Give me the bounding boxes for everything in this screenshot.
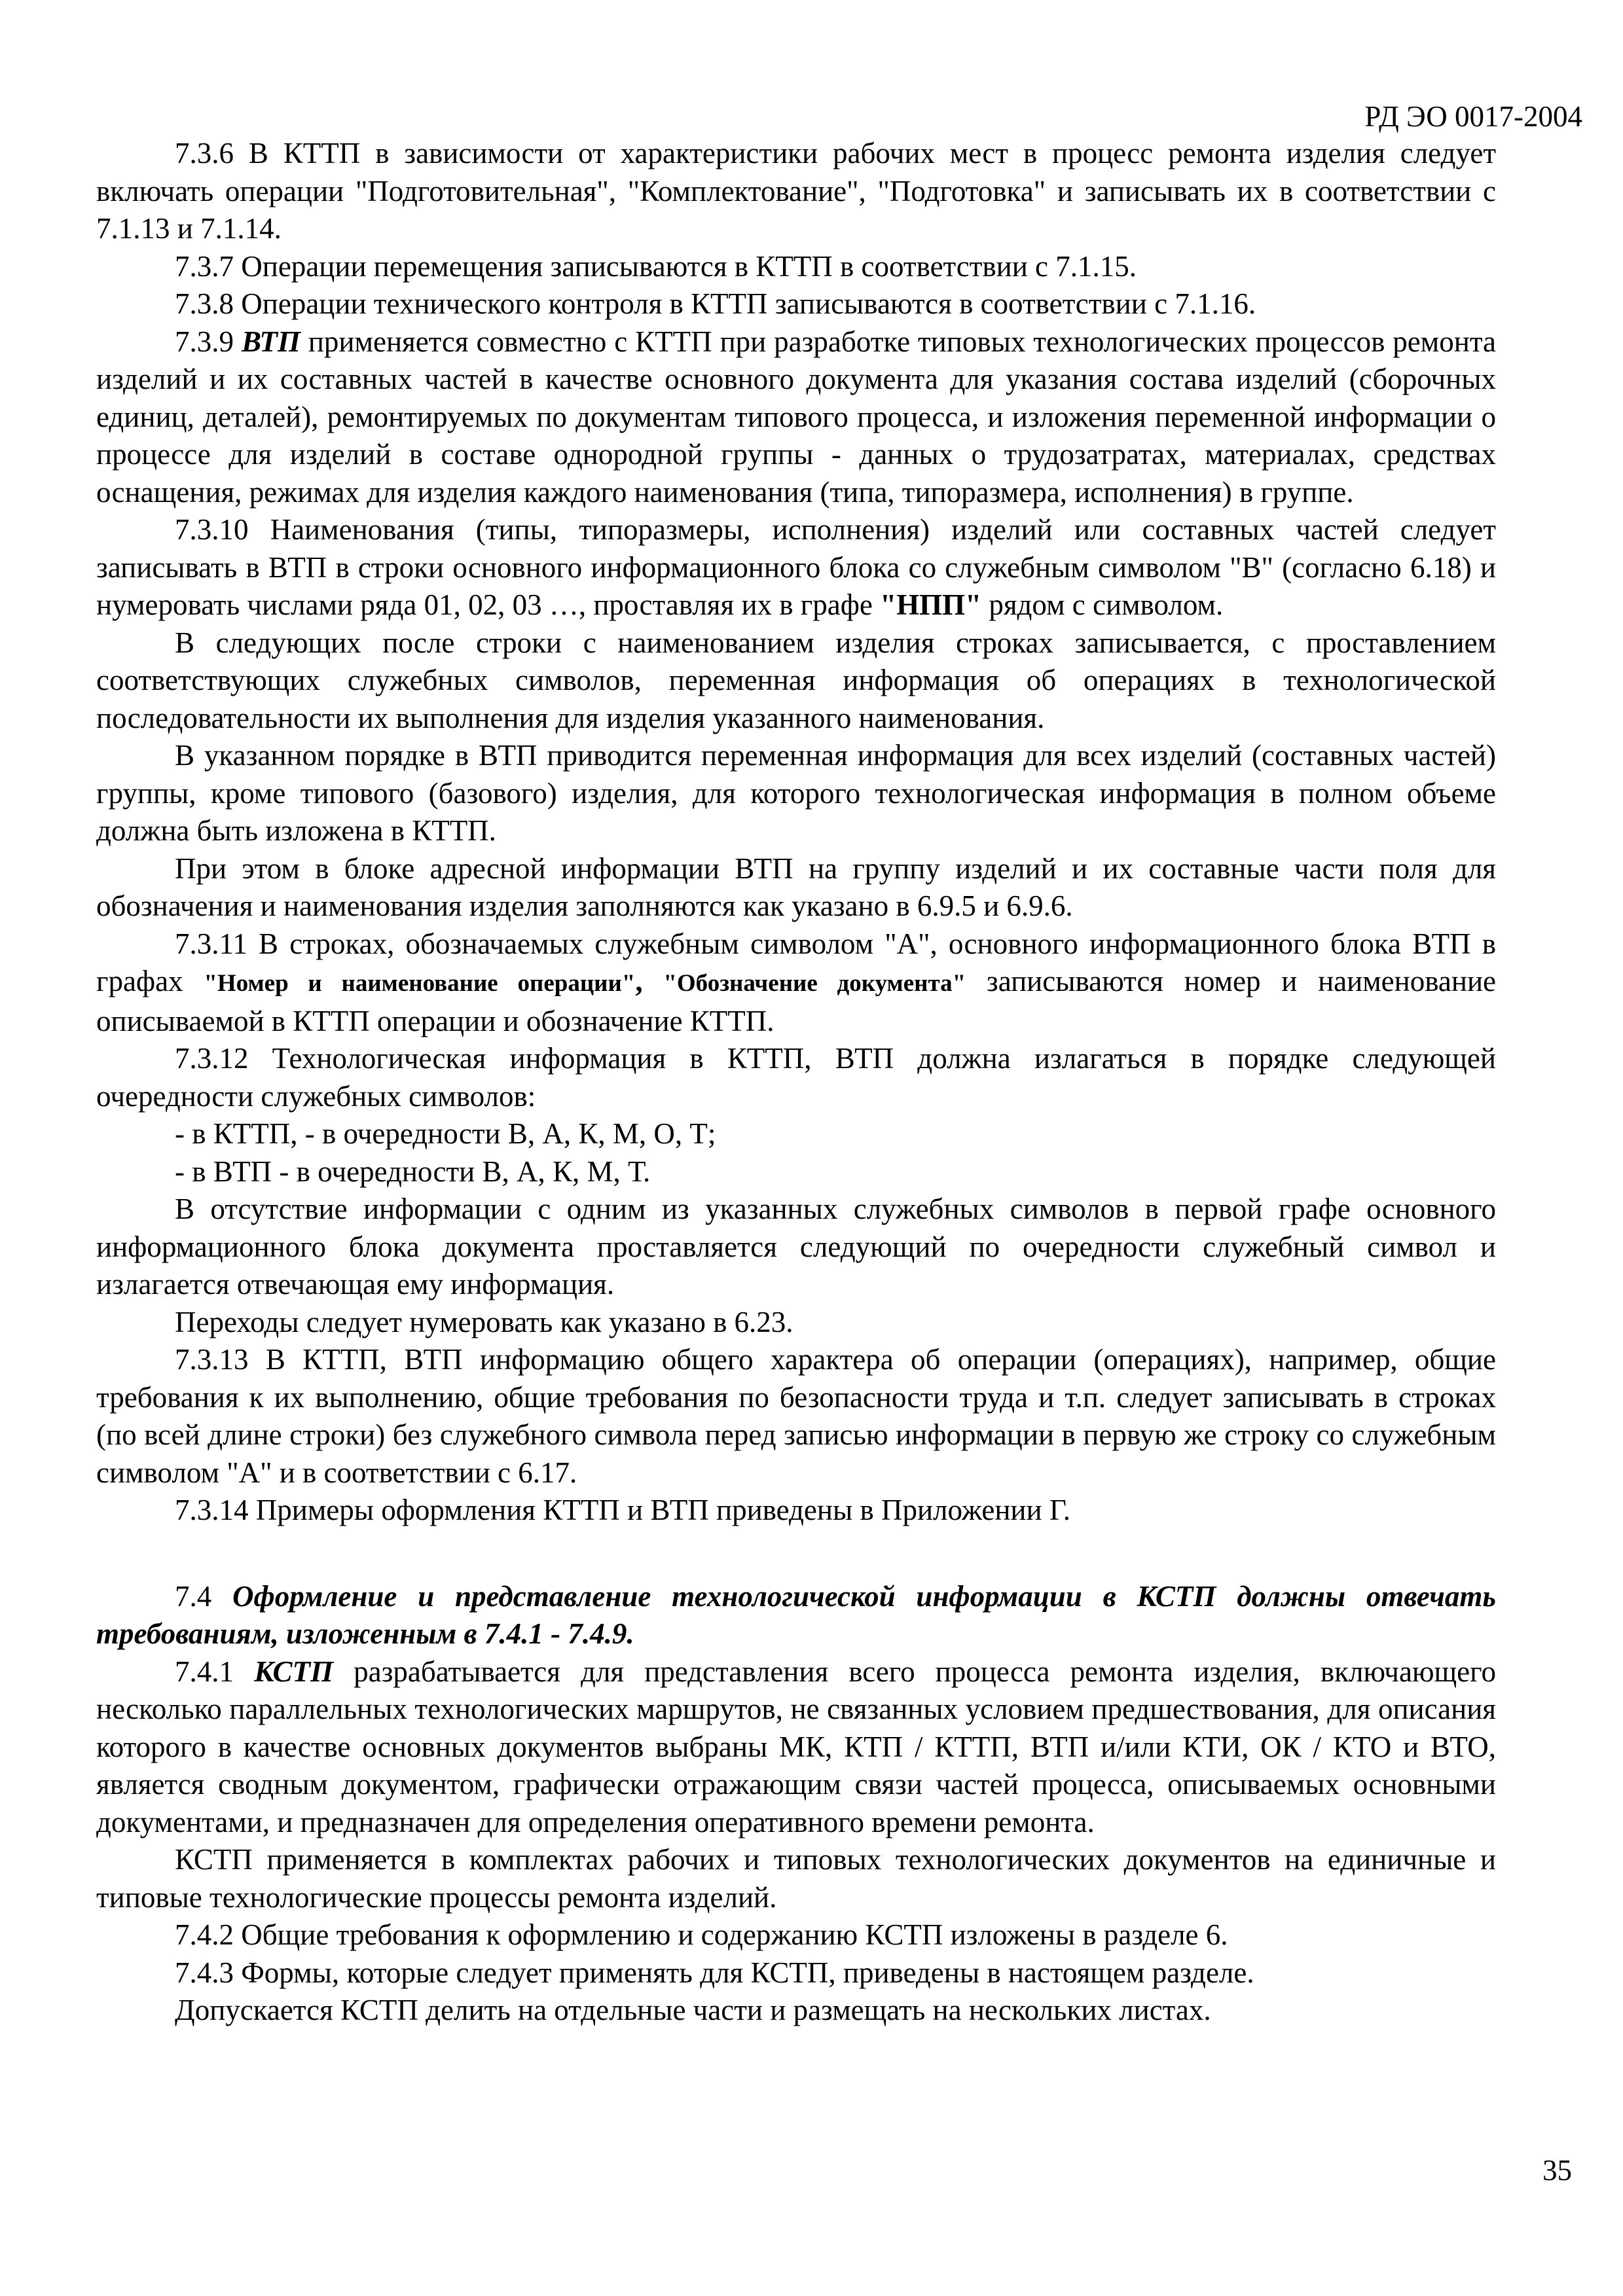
list-item-vtp: - в ВТП - в очередности В, А, К, М, Т. bbox=[175, 1155, 651, 1188]
paragraph-text: 7.3.11 В строках, обозначаемых служебным символом "А", основного информационного блока ВТП в графах bbox=[96, 927, 1496, 997]
field-npp: "НПП" bbox=[880, 588, 982, 621]
paragraph-next-rows: В следующих после строки с наименованием изделия строках записывается, с проставлением соответствующих служебных символов, переменная информация об операциях в технологической последовательности их выполнения для изделия указанного наименования. bbox=[96, 626, 1496, 734]
section-gap bbox=[96, 1530, 1496, 1578]
paragraph-number: 7.3.9 bbox=[175, 325, 242, 358]
paragraph-7-3-8: 7.3.8 Операции технического контроля в КТТП записываются в соответствии с 7.1.16. bbox=[175, 287, 1256, 320]
paragraph-7-3-13: 7.3.13 В КТТП, ВТП информацию общего характера об операции (операциях), например, общие требования к их выполнению, общие требования по безопасности труда и т.п. следует записывать в строках (по всей длине строки) без служебного символа перед записью информации в первую же строку со служебным символом "А" и в соответствии с 6.17. bbox=[96, 1343, 1496, 1489]
paragraph-address-block: При этом в блоке адресной информации ВТП на группу изделий и их составные части поля для обозначения и наименования изделия заполняются как указано в 6.9.5 и 6.9.6. bbox=[96, 852, 1496, 922]
paragraph-split: Допускается КСТП делить на отдельные части и размещать на нескольких листах. bbox=[175, 1994, 1211, 2026]
paragraph-7-3-14: 7.3.14 Примеры оформления КТТП и ВТП приведены в Приложении Г. bbox=[175, 1494, 1071, 1526]
paragraph-text: рядом с символом. bbox=[981, 588, 1224, 621]
page-number: 35 bbox=[1542, 2154, 1572, 2187]
document-code: РД ЭО 0017-2004 bbox=[1364, 100, 1582, 133]
paragraph-absence: В отсутствие информации с одним из указанных служебных символов в первой графе основного информационного блока документа проставляется следующий по очередности служебный символ и излагается отвечающая ему информация. bbox=[96, 1193, 1496, 1300]
paragraph-7-3-11 bbox=[96, 925, 1496, 1041]
field-operation-name: "Номер и наименование операции" bbox=[204, 970, 636, 997]
paragraph-7-4-1 bbox=[96, 1653, 1496, 1842]
paragraph-text: 7.3.10 Наименования (типы, типоразмеры, исполнения) изделий или составных частей следует записывать в ВТП в строки основного информационного блока со служебным символом "В" (согласно 6.18) и нумеровать числами ряда 01, 02, 03 …, проставляя их в графе bbox=[96, 513, 1496, 621]
section-number: 7.4 bbox=[175, 1579, 233, 1613]
paragraph-number: 7.4.1 bbox=[175, 1655, 255, 1688]
paragraph-7-4-2: 7.4.2 Общие требования к оформлению и содержанию КСТП изложены в разделе 6. bbox=[175, 1918, 1228, 1951]
document-body bbox=[96, 135, 1496, 2030]
paragraph-text: разрабатывается для представления всего процесса ремонта изделия, включающего несколько параллельных технологических маршрутов, не связанных условием предшествования, для описания которого в качестве основных документов выбраны МК, КТП / КТТП, ВТП и/или КТИ, ОК / КТО и ВТО, является сводным документом, графически отражающим связи частей процесса, описываемых основными документами, и предназначен для определения оперативного времени ремонта. bbox=[96, 1655, 1496, 1839]
term-vtp: ВТП bbox=[241, 325, 301, 358]
paragraph-7-3-12: 7.3.12 Технологическая информация в КТТП, ВТП должна излагаться в порядке следующей очередности служебных символов: bbox=[96, 1042, 1496, 1113]
section-7-4-heading bbox=[96, 1578, 1496, 1653]
paragraph-7-3-7: 7.3.7 Операции перемещения записываются в КТТП в соответствии с 7.1.15. bbox=[175, 249, 1137, 283]
paragraph-7-3-10 bbox=[96, 511, 1496, 624]
paragraph-7-3-9 bbox=[96, 323, 1496, 512]
section-title: Оформление и представление технологической информации в КСТП должны отвечать требованиям, изложенным в 7.4.1 - 7.4.9. bbox=[96, 1579, 1496, 1650]
paragraph-order: В указанном порядке в ВТП приводится переменная информация для всех изделий (составных частей) группы, кроме типового (базового) изделия, для которого технологическая информация в полном объеме должна быть изложена в КТТП. bbox=[96, 739, 1496, 847]
paragraph-transitions: Переходы следует нумеровать как указано в 6.23. bbox=[175, 1305, 793, 1338]
paragraph-text: применяется совместно с КТТП при разработке типовых технологических процессов ремонта изделий и их составных частей в качестве основного документа для указания состава изделий (сборочных единиц, деталей), ремонтируемых по документам типового процесса, и изложения переменной информации о процессе для изделий в составе однородной группы - данных о трудозатратах, материалах, средствах оснащения, режимах для изделия каждого наименования (типа, типоразмера, исполнения) в группе. bbox=[96, 325, 1497, 509]
separator: , bbox=[635, 965, 664, 997]
paragraph-text: записываются номер и наименование описываемой в КТТП операции и обозначение КТТП. bbox=[96, 965, 1497, 1037]
list-item-kttp: - в КТТП, - в очередности В, А, К, М, О, Т; bbox=[175, 1117, 716, 1150]
paragraph-kstp-apply: КСТП применяется в комплектах рабочих и типовых технологических документов на единичные и типовые технологические процессы ремонта изделий. bbox=[96, 1843, 1496, 1914]
term-kstp: КСТП bbox=[254, 1655, 334, 1688]
field-document-designation: "Обозначение документа" bbox=[663, 970, 966, 997]
paragraph-7-4-3: 7.4.3 Формы, которые следует применять для КСТП, приведены в настоящем разделе. bbox=[175, 1956, 1254, 1989]
paragraph-7-3-6: 7.3.6 В КТТП в зависимости от характеристики рабочих мест в процесс ремонта изделия следует включать операции "Подготовительная", "Комплектование", "Подготовка" и записывать их в соответствии с 7.1.13 и 7.1.14. bbox=[96, 137, 1496, 245]
